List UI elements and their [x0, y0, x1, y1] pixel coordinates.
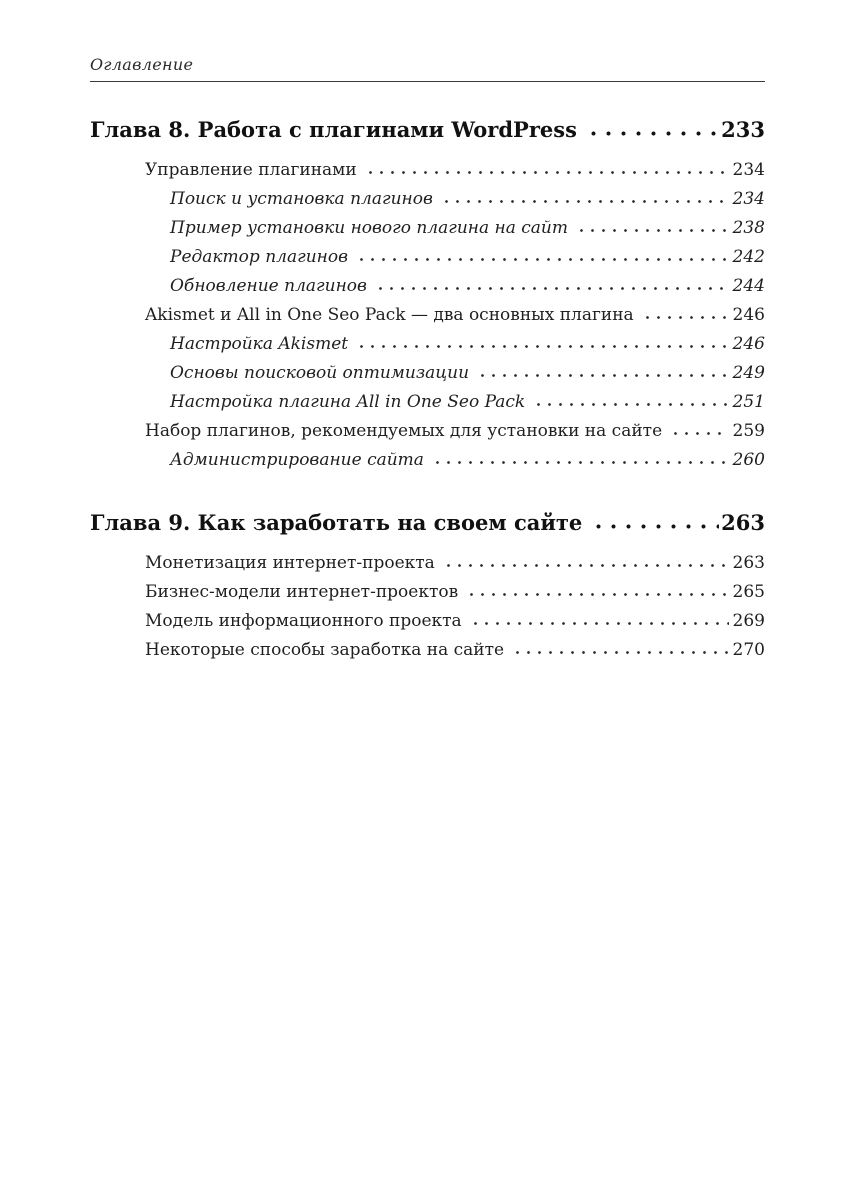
- toc-entry-label: Набор плагинов, рекомендуемых для установки на сайте: [145, 421, 663, 441]
- toc-entry-label: Настройка плагина All in One Seo Pack: [170, 392, 526, 412]
- toc-entry-page: 249: [732, 363, 765, 383]
- toc-entry: [90, 607, 765, 636]
- toc-entry-label: Модель информационного проекта: [145, 611, 462, 631]
- page-header: [90, 55, 765, 82]
- dot-leader: [533, 390, 728, 407]
- toc-entry-page: 246: [732, 334, 765, 354]
- toc-entry-label: Бизнес-модели интернет-проектов: [145, 582, 459, 602]
- toc-entry-page: 265: [732, 582, 765, 602]
- toc-entry: [90, 272, 765, 301]
- toc-entry: [90, 359, 765, 388]
- chapter-page-number: 233: [721, 117, 765, 142]
- toc-entry-label: Настройка Akismet: [170, 334, 349, 354]
- running-header: Оглавление: [90, 55, 194, 74]
- toc-entry: [90, 156, 765, 185]
- toc-entry-page: 251: [732, 392, 765, 412]
- toc-entry-page: 234: [732, 189, 765, 209]
- toc-entry-page: 263: [732, 553, 765, 573]
- toc-entry-page: 242: [732, 247, 765, 267]
- toc-entry: [90, 185, 765, 214]
- chapter-heading: [90, 509, 765, 535]
- toc-entry: [90, 578, 765, 607]
- chapter-title: Глава 9. Как заработать на своем сайте: [90, 510, 583, 535]
- dot-leader: [375, 274, 729, 291]
- toc-section-chapter-9: [90, 509, 765, 665]
- chapter-heading: [90, 116, 765, 142]
- toc-entry-page: 246: [732, 305, 765, 325]
- dot-leader: [591, 509, 719, 530]
- toc-entry-page: 269: [732, 611, 765, 631]
- toc-entry-page: 238: [732, 218, 765, 238]
- dot-leader: [512, 638, 728, 655]
- toc-entry-label: Akismet и All in One Seo Pack — два основных плагина: [145, 305, 634, 325]
- toc-entry-label: Обновление плагинов: [170, 276, 367, 296]
- dot-leader: [441, 187, 729, 204]
- toc-entry: [90, 301, 765, 330]
- toc-entry-label: Управление плагинами: [145, 160, 357, 180]
- dot-leader: [586, 116, 719, 137]
- toc-entry-label: Редактор плагинов: [170, 247, 348, 267]
- toc-entry: [90, 446, 765, 475]
- toc-entry-page: 234: [732, 160, 765, 180]
- toc-entry: [90, 330, 765, 359]
- toc-entry: [90, 417, 765, 446]
- toc-entry-page: 260: [732, 450, 765, 470]
- dot-leader: [365, 158, 729, 175]
- dot-leader: [670, 419, 728, 436]
- dot-leader: [443, 551, 729, 568]
- toc-entry-label: Некоторые способы заработка на сайте: [145, 640, 505, 660]
- toc-entry-label: Основы поисковой оптимизации: [170, 363, 470, 383]
- toc-section-chapter-8: [90, 116, 765, 475]
- dot-leader: [477, 361, 729, 378]
- toc-entry-page: 270: [732, 640, 765, 660]
- dot-leader: [432, 448, 729, 465]
- toc-entry-page: 244: [732, 276, 765, 296]
- chapter-title: Глава 8. Работа с плагинами WordPress: [90, 117, 577, 142]
- toc-entry: [90, 243, 765, 272]
- toc-entry: [90, 388, 765, 417]
- dot-leader: [356, 245, 729, 262]
- toc-entry: [90, 636, 765, 665]
- dot-leader: [470, 609, 729, 626]
- toc-entry: [90, 549, 765, 578]
- header-rule: [90, 81, 765, 82]
- toc-entry: [90, 214, 765, 243]
- toc-entry-label: Поиск и установка плагинов: [170, 189, 433, 209]
- toc-entry-label: Администрирование сайта: [170, 450, 424, 470]
- chapter-page-number: 263: [721, 510, 765, 535]
- dot-leader: [642, 303, 729, 320]
- toc-entry-page: 259: [732, 421, 765, 441]
- dot-leader: [356, 332, 728, 349]
- table-of-contents: [90, 116, 765, 665]
- dot-leader: [576, 216, 729, 233]
- toc-entry-label: Монетизация интернет-проекта: [145, 553, 435, 573]
- dot-leader: [466, 580, 728, 597]
- toc-entry-label: Пример установки нового плагина на сайт: [170, 218, 569, 238]
